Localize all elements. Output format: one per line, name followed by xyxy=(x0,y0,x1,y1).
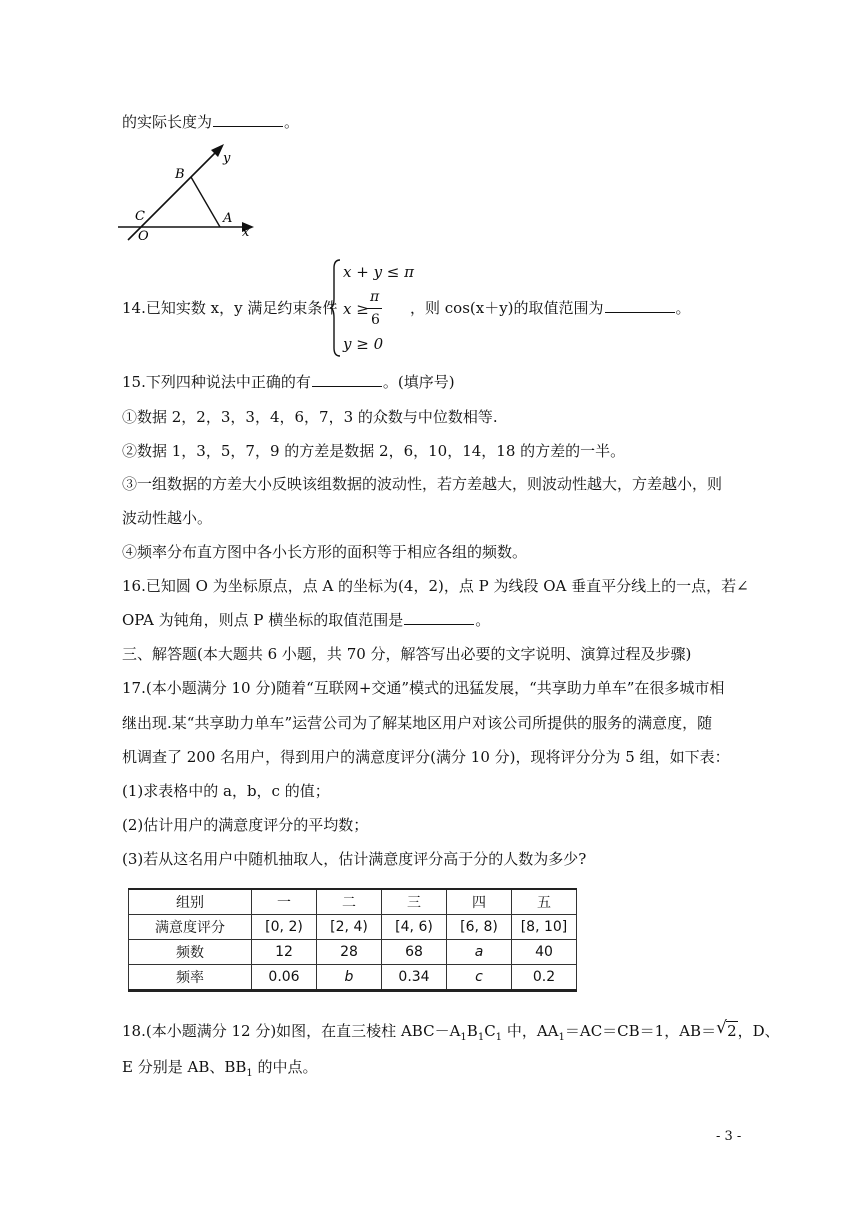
q14-prefix: 14.已知实数 x，y 满足约束条件 xyxy=(122,299,338,317)
q15-statement-3b: 波动性越小。 xyxy=(122,509,213,527)
answer-blank xyxy=(213,112,283,127)
table-cell: 组别 xyxy=(129,889,252,915)
q17-line-a: 17.(本小题满分 10 分)随着“互联网+交通”模式的迅猛发展，“共享助力单车”在很多城市相 xyxy=(122,679,725,697)
table-row xyxy=(129,889,577,915)
table-cell: 40 xyxy=(512,940,577,965)
table-cell: [2, 4) xyxy=(317,915,382,940)
q16-line-a: 16.已知圆 O 为坐标原点，点 A 的坐标为(4，2)，点 P 为线段 OA 垂直平分线上的一点，若∠ xyxy=(122,577,749,595)
constraint-3: y ≥ 0 xyxy=(343,335,384,353)
sqrt-symbol: √ 2 xyxy=(716,1021,738,1041)
table-cell: 28 xyxy=(317,940,382,965)
table-row xyxy=(129,965,577,991)
table-cell: [0, 2) xyxy=(252,915,317,940)
table-cell: [8, 10] xyxy=(512,915,577,940)
q18-line-b: E 分别是 AB、$BB_1$ 的中点。 xyxy=(122,1058,318,1079)
section-heading: 三、解答题(本大题共 6 小题，共 70 分，解答写出必要的文字说明、演算过程及步骤) xyxy=(122,645,692,663)
q15-statement-4: ④频率分布直方图中各小长方形的面积等于相应各组的频数。 xyxy=(122,543,528,561)
q17-part-1: (1)求表格中的 a，b，c 的值； xyxy=(122,782,330,800)
q15-stem: 15.下列四种说法中正确的有 。(填序号) xyxy=(122,373,455,391)
q16-line-b: OPA 为钝角，则点 P 横坐标的取值范围是 。 xyxy=(122,611,491,629)
table-row xyxy=(129,940,577,965)
table-cell: 12 xyxy=(252,940,317,965)
q15-statement-1: ①数据 2，2，3，3，4，6，7，3 的众数与中位数相等. xyxy=(122,408,498,426)
label-b: B xyxy=(175,167,185,182)
table-cell: 频率 xyxy=(129,965,252,991)
table-cell: 0.2 xyxy=(512,965,577,991)
table-cell: 二 xyxy=(317,889,382,915)
table-cell: a xyxy=(447,940,512,965)
answer-blank xyxy=(312,372,382,387)
q18-line-a: 18.(本小题满分 12 分)如图，在直三棱柱 $ABC-A_1B_1C_1$ 中，$AA_1=AC=CB=1$，AB＝√ 2，D、 xyxy=(122,1021,780,1048)
answer-blank xyxy=(404,610,474,625)
answer-blank xyxy=(605,298,675,313)
table-cell: [4, 6) xyxy=(382,915,447,940)
constraint-2-left: x ≥ xyxy=(343,300,369,318)
label-a: A xyxy=(223,211,233,226)
q15-statement-3a: ③一组数据的方差大小反映该组数据的波动性，若方差越大，则波动性越大，方差越小，则 xyxy=(122,475,723,493)
table-cell: [6, 8) xyxy=(447,915,512,940)
label-o: O xyxy=(138,229,149,244)
label-y: y xyxy=(223,151,231,166)
oblique-axes-figure xyxy=(118,140,268,250)
table-cell: 三 xyxy=(382,889,447,915)
constraint-2-den: 6 xyxy=(371,312,380,328)
label-c: C xyxy=(135,209,145,224)
q17-part-2: (2)估计用户的满意度评分的平均数； xyxy=(122,816,369,834)
q13-tail-text: 的实际长度为 xyxy=(122,113,213,131)
table-cell: c xyxy=(447,965,512,991)
label-x: x xyxy=(242,225,250,240)
constraint-1: x + y ≤ π xyxy=(343,263,415,281)
table-cell: 四 xyxy=(447,889,512,915)
q15-statement-2: ②数据 1，3，5，7，9 的方差是数据 2，6，10，14，18 的方差的一半。 xyxy=(122,442,626,460)
fraction-bar xyxy=(366,308,382,309)
q14-suffix-line: ，则 cos(x＋y)的取值范围为 。 xyxy=(410,299,691,317)
q17-line-c: 机调查了 200 名用户，得到用户的满意度评分(满分 10 分)，现将评分分为 5 组，如下表： xyxy=(122,748,730,766)
constraint-2-num: π xyxy=(370,289,380,305)
table-cell: 频数 xyxy=(129,940,252,965)
table-cell: 0.34 xyxy=(382,965,447,991)
score-frequency-table xyxy=(128,888,577,992)
table-cell: 五 xyxy=(512,889,577,915)
table-cell: 一 xyxy=(252,889,317,915)
q17-line-b: 继出现.某“共享助力单车”运营公司为了解某地区用户对该公司所提供的服务的满意度，随 xyxy=(122,714,713,732)
table-cell: 满意度评分 xyxy=(129,915,252,940)
left-brace xyxy=(330,258,342,358)
table-cell: 68 xyxy=(382,940,447,965)
q13-tail-line: 的实际长度为 。 xyxy=(122,113,300,131)
table-cell: b xyxy=(317,965,382,991)
page-number: - 3 - xyxy=(716,1129,742,1144)
q17-part-3: (3)若从这名用户中随机抽取人，估计满意度评分高于分的人数为多少? xyxy=(122,850,587,868)
table-row xyxy=(129,915,577,940)
segment-ba xyxy=(191,177,220,227)
table-cell: 0.06 xyxy=(252,965,317,991)
